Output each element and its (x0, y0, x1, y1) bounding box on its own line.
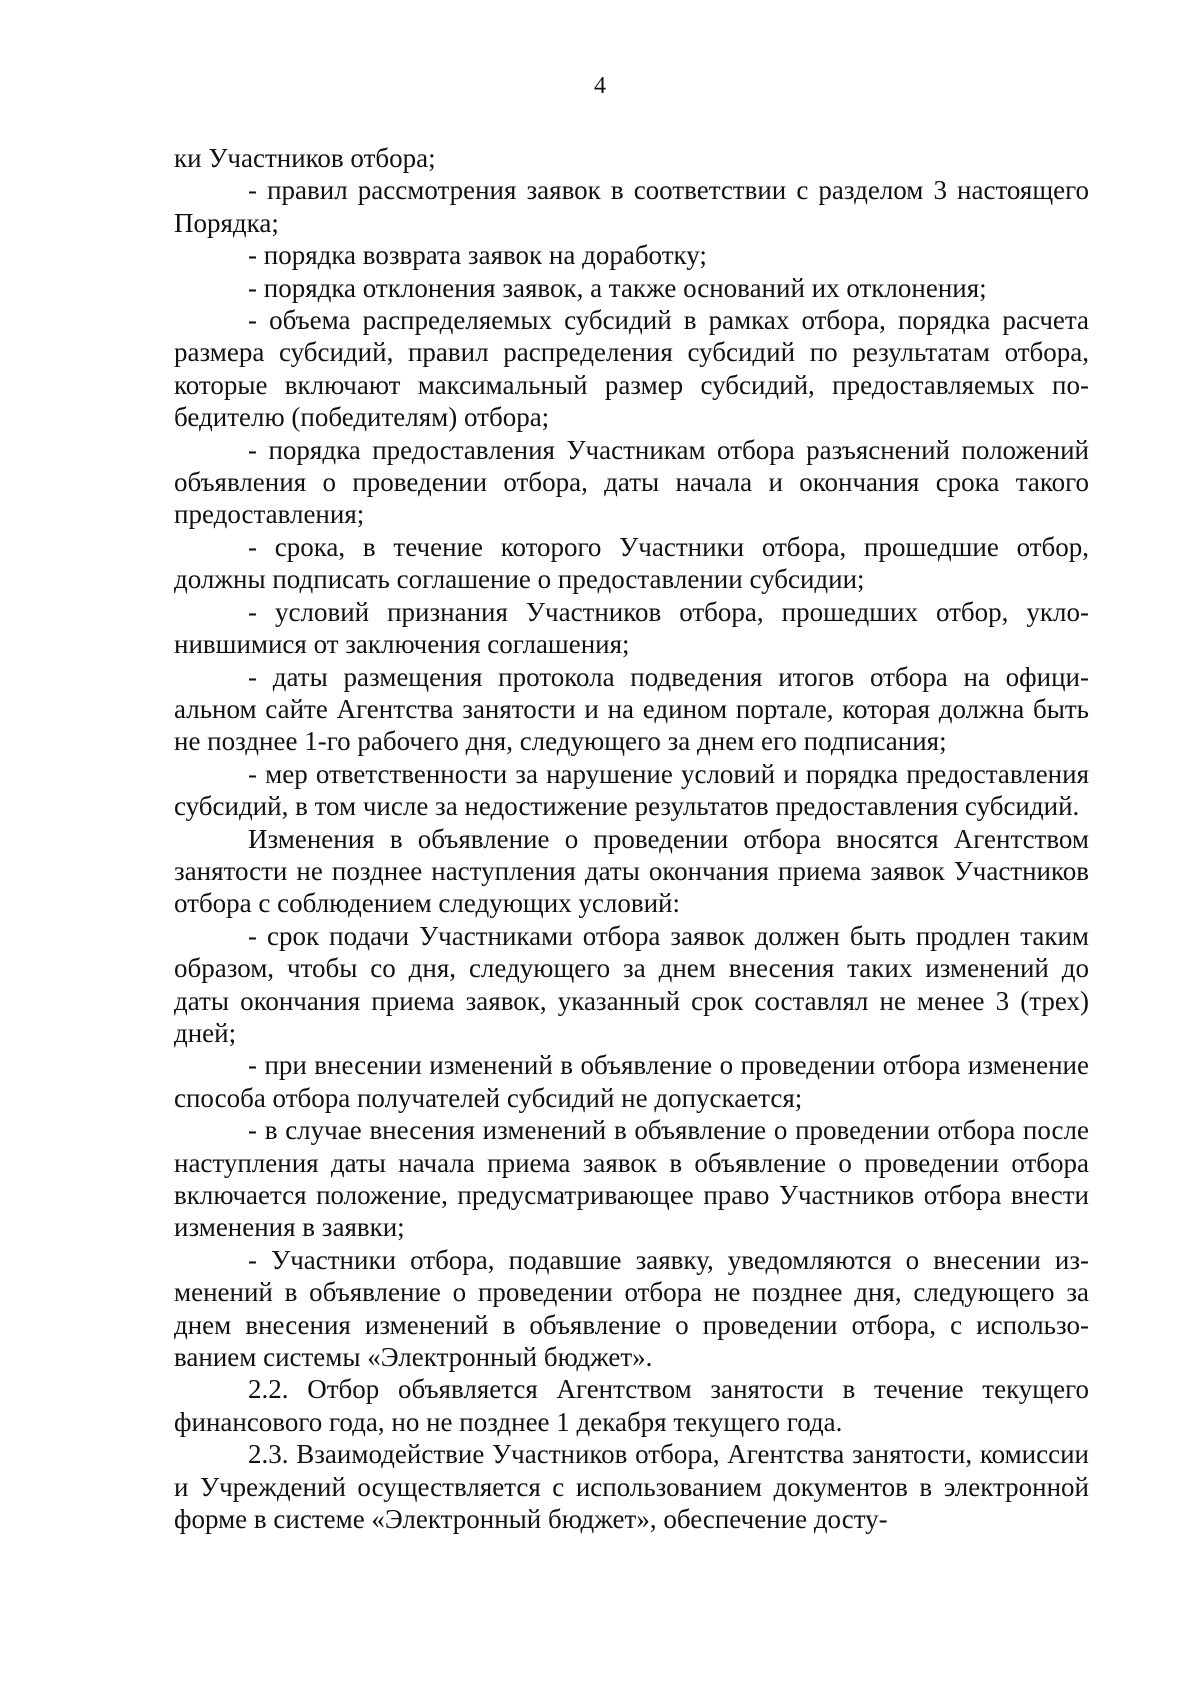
paragraph: - объема распределяемых субсидий в рамках отбора, порядка расчета размера субсидий, правил распределения субсидий по результатам отбора, которые включают максимальный размер субсидий, предоставляемых победителю (победителям) отбора; (174, 305, 1089, 433)
paragraph: - при внесении изменений в объявление о проведении отбора изменение способа отбора получателей субсидий не допускается; (174, 1050, 1089, 1113)
paragraph: - порядка отклонения заявок, а также оснований их отклонения; (248, 272, 987, 303)
paragraph: - правил рассмотрения заявок в соответствии с разделом 3 настоящего Порядка; (174, 175, 1089, 238)
paragraph: 2.3. Взаимодействие Участников отбора, Агентства занятости, комиссии и Учреждений осуществляется с использованием документов в электронной форме в системе «Электронный бюджет», обеспечение досту- (174, 1439, 1089, 1535)
paragraph: - порядка возврата заявок на доработку; (248, 240, 707, 271)
paragraph: - мер ответственности за нарушение условий и порядка предоставления субсидий, в том числе за недостижение результатов предоставления субсидий. (174, 758, 1089, 822)
paragraph: - даты размещения протокола подведения итогов отбора на официальном сайте Агентства занятости и на едином портале, которая должна быть не позднее 1-го рабочего дня, следующего за днем его подписания; (174, 661, 1089, 757)
paragraph: - в случае внесения изменений в объявление о проведении отбора после наступления даты начала приема заявок в объявление о проведении отбора включается положение, предусматривающее право Участников отбора внести изменения в заявки; (174, 1115, 1089, 1243)
paragraph: ки Участников отбора; (174, 143, 436, 173)
paragraph: - условий признания Участников отбора, прошедших отбор, уклонившимися от заключения соглашения; (174, 596, 1089, 660)
paragraph: - срок подачи Участниками отбора заявок должен быть продлен таким образом, чтобы со дня, следующего за днем внесения таких изменений до даты окончания приема заявок, указанный срок составлял не менее 3 (трех) дней; (174, 920, 1089, 1048)
page-number: 4 (594, 73, 606, 99)
document-body (174, 142, 1089, 1535)
paragraph: 2.2. Отбор объявляется Агентством занятости в течение текущего финансового года, но не позднее 1 декабря текущего года. (174, 1374, 1089, 1437)
paragraph: - срока, в течение которого Участники отбора, прошедшие отбор, должны подписать соглашение о предоставлении субсидии; (174, 531, 1089, 595)
paragraph: - Участники отбора, подавшие заявку, уведомляются о внесении изменений в объявление о проведении отбора не позднее дня, следующего за днем внесения изменений в объявление о проведении отбора, с использованием системы «Электронный бюджет». (174, 1244, 1089, 1373)
paragraph: Изменения в объявление о проведении отбора вносятся Агентством занятости не позднее наступления даты окончания приема заявок Участников отбора с соблюдением следующих условий: (174, 823, 1089, 919)
paragraph: - порядка предоставления Участникам отбора разъяснений положений объявления о проведении отбора, даты начала и окончания срока такого предоставления; (174, 434, 1089, 530)
